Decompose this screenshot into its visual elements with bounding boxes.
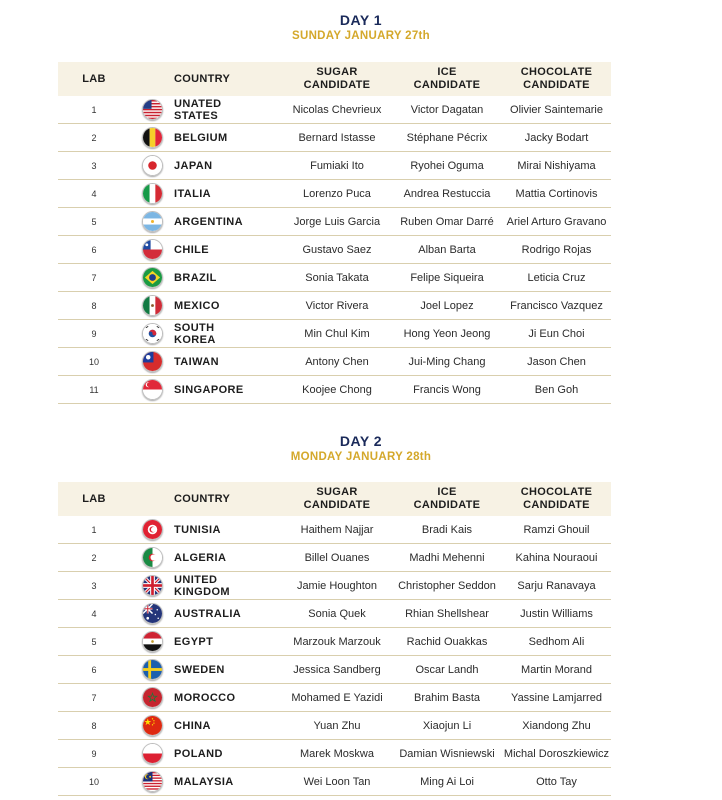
sugar-candidate: Mohamed E Yazidi <box>282 684 392 712</box>
lab-header: LAB <box>82 492 106 505</box>
chocolate-candidate: Yassine Lamjarred <box>502 684 611 712</box>
country-header: COUNTRY <box>174 72 231 85</box>
country-name: SINGAPORE <box>174 376 282 404</box>
country-name: ALGERIA <box>174 544 282 572</box>
country-name: JAPAN <box>174 152 282 180</box>
uk-flag-icon <box>142 575 163 596</box>
country-name: TUNISIA <box>174 516 282 544</box>
chocolate-candidate: Ji Eun Choi <box>502 320 611 348</box>
country-name: ARGENTINA <box>174 208 282 236</box>
sugar-candidate: Sonia Takata <box>282 264 392 292</box>
table-row <box>58 236 611 264</box>
chocolate-header: CHOCOLATE CANDIDATE <box>520 486 593 511</box>
italy-flag-icon <box>142 183 163 204</box>
sugar-candidate: Yuan Zhu <box>282 712 392 740</box>
usa-flag-icon <box>142 99 163 120</box>
table-row <box>58 320 611 348</box>
australia-flag-icon <box>142 603 163 624</box>
chocolate-candidate: Mattia Cortinovis <box>502 180 611 208</box>
table-row <box>58 712 611 740</box>
sugar-candidate: Sonia Quek <box>282 600 392 628</box>
sugar-candidate: Bernard Istasse <box>282 124 392 152</box>
lab-number: 3 <box>58 152 130 180</box>
lab-number: 9 <box>58 740 130 768</box>
country-name: UNITED KINGDOM <box>174 572 282 600</box>
lab-number: 2 <box>58 124 130 152</box>
ice-candidate: Joel Lopez <box>392 292 502 320</box>
chocolate-candidate: Michal Doroszkiewicz <box>502 740 611 768</box>
country-name: SWEDEN <box>174 656 282 684</box>
table-row <box>58 348 611 376</box>
sweden-flag-icon <box>142 659 163 680</box>
country-name: CHINA <box>174 712 282 740</box>
sugar-candidate: Jorge Luis Garcia <box>282 208 392 236</box>
header-row <box>58 62 611 96</box>
ice-candidate: Bradi Kais <box>392 516 502 544</box>
day2-date: MONDAY JANUARY 28th <box>290 451 432 463</box>
algeria-flag-icon <box>142 547 163 568</box>
taiwan-flag-icon <box>142 351 163 372</box>
chocolate-candidate: Ben Goh <box>502 376 611 404</box>
ice-candidate: Damian Wisniewski <box>392 740 502 768</box>
lab-number: 5 <box>58 208 130 236</box>
lab-number: 6 <box>58 236 130 264</box>
sugar-candidate: Antony Chen <box>282 348 392 376</box>
chocolate-candidate: Kahina Nouraoui <box>502 544 611 572</box>
sugar-candidate: Marzouk Marzouk <box>282 628 392 656</box>
ice-header: ICE CANDIDATE <box>413 66 481 91</box>
lab-number: 4 <box>58 180 130 208</box>
sugar-candidate: Victor Rivera <box>282 292 392 320</box>
ice-candidate: Andrea Restuccia <box>392 180 502 208</box>
ice-candidate: Brahim Basta <box>392 684 502 712</box>
table-row <box>58 208 611 236</box>
singapore-flag-icon <box>142 379 163 400</box>
table-row <box>58 152 611 180</box>
ice-candidate: Hong Yeon Jeong <box>392 320 502 348</box>
chocolate-header: CHOCOLATE CANDIDATE <box>520 66 593 91</box>
lab-number: 8 <box>58 292 130 320</box>
sugar-candidate: Wei Loon Tan <box>282 768 392 796</box>
header-row <box>58 482 611 516</box>
ice-candidate: Oscar Landh <box>392 656 502 684</box>
chocolate-candidate: Justin Williams <box>502 600 611 628</box>
country-name: TAIWAN <box>174 348 282 376</box>
chocolate-candidate: Olivier Saintemarie <box>502 96 611 124</box>
country-name: BRAZIL <box>174 264 282 292</box>
table-row <box>58 572 611 600</box>
day1-date: SUNDAY JANUARY 27th <box>292 30 430 42</box>
japan-flag-icon <box>142 155 163 176</box>
tunisia-flag-icon <box>142 519 163 540</box>
chocolate-candidate: Mirai Nishiyama <box>502 152 611 180</box>
day1-title: DAY 1 <box>339 12 383 28</box>
sugar-candidate: Jamie Houghton <box>282 572 392 600</box>
chocolate-candidate: Ramzi Ghouil <box>502 516 611 544</box>
country-name: AUSTRALIA <box>174 600 282 628</box>
chocolate-candidate: Sarju Ranavaya <box>502 572 611 600</box>
country-name: BELGIUM <box>174 124 282 152</box>
country-name: MEXICO <box>174 292 282 320</box>
ice-header: ICE CANDIDATE <box>413 486 481 511</box>
flag-header <box>130 482 174 516</box>
day2-table <box>58 482 611 796</box>
poland-flag-icon <box>142 743 163 764</box>
lab-number: 1 <box>58 516 130 544</box>
table-row <box>58 124 611 152</box>
lab-number: 10 <box>58 348 130 376</box>
ice-candidate: Ryohei Oguma <box>392 152 502 180</box>
chocolate-candidate: Ariel Arturo Gravano <box>502 208 611 236</box>
egypt-flag-icon <box>142 631 163 652</box>
table-row <box>58 180 611 208</box>
mexico-flag-icon <box>142 295 163 316</box>
ice-candidate: Victor Dagatan <box>392 96 502 124</box>
lab-number: 5 <box>58 628 130 656</box>
chocolate-candidate: Rodrigo Rojas <box>502 236 611 264</box>
lab-number: 9 <box>58 320 130 348</box>
malaysia-flag-icon <box>142 771 163 792</box>
table-row <box>58 96 611 124</box>
lab-number: 7 <box>58 264 130 292</box>
table-row <box>58 292 611 320</box>
lab-header: LAB <box>82 72 106 85</box>
sugar-candidate: Nicolas Chevrieux <box>282 96 392 124</box>
day1-table <box>58 62 611 404</box>
morocco-flag-icon <box>142 687 163 708</box>
table-row <box>58 656 611 684</box>
sugar-candidate: Jessica Sandberg <box>282 656 392 684</box>
table-row <box>58 684 611 712</box>
chocolate-candidate: Jason Chen <box>502 348 611 376</box>
chocolate-candidate: Leticia Cruz <box>502 264 611 292</box>
sugar-header: SUGAR CANDIDATE <box>303 486 371 511</box>
brazil-flag-icon <box>142 267 163 288</box>
argentina-flag-icon <box>142 211 163 232</box>
ice-candidate: Ming Ai Loi <box>392 768 502 796</box>
table-row <box>58 264 611 292</box>
south-korea-flag-icon <box>142 323 163 344</box>
ice-candidate: Alban Barta <box>392 236 502 264</box>
ice-candidate: Madhi Mehenni <box>392 544 502 572</box>
sugar-candidate: Gustavo Saez <box>282 236 392 264</box>
lab-number: 11 <box>58 376 130 404</box>
chocolate-candidate: Xiandong Zhu <box>502 712 611 740</box>
ice-candidate: Felipe Siqueira <box>392 264 502 292</box>
lab-number: 6 <box>58 656 130 684</box>
table-row <box>58 544 611 572</box>
sugar-candidate: Min Chul Kim <box>282 320 392 348</box>
ice-candidate: Christopher Seddon <box>392 572 502 600</box>
country-name: MALAYSIA <box>174 768 282 796</box>
sugar-candidate: Fumiaki Ito <box>282 152 392 180</box>
ice-candidate: Francis Wong <box>392 376 502 404</box>
country-name: ITALIA <box>174 180 282 208</box>
sugar-candidate: Marek Moskwa <box>282 740 392 768</box>
table-row <box>58 768 611 796</box>
sugar-candidate: Haithem Najjar <box>282 516 392 544</box>
ice-candidate: Ruben Omar Darré <box>392 208 502 236</box>
china-flag-icon <box>142 715 163 736</box>
country-name: SOUTH KOREA <box>174 320 282 348</box>
chocolate-candidate: Jacky Bodart <box>502 124 611 152</box>
ice-candidate: Stéphane Pécrix <box>392 124 502 152</box>
lab-number: 3 <box>58 572 130 600</box>
lab-number: 7 <box>58 684 130 712</box>
table-row <box>58 740 611 768</box>
ice-candidate: Jui-Ming Chang <box>392 348 502 376</box>
chile-flag-icon <box>142 239 163 260</box>
country-name: EGYPT <box>174 628 282 656</box>
lab-number: 1 <box>58 96 130 124</box>
country-name: POLAND <box>174 740 282 768</box>
day2-heading <box>0 433 722 463</box>
flag-header <box>130 62 174 96</box>
ice-candidate: Xiaojun Li <box>392 712 502 740</box>
lab-number: 8 <box>58 712 130 740</box>
day1-heading <box>0 12 722 42</box>
country-header: COUNTRY <box>174 492 231 505</box>
chocolate-candidate: Martin Morand <box>502 656 611 684</box>
table-row <box>58 516 611 544</box>
belgium-flag-icon <box>142 127 163 148</box>
country-name: MOROCCO <box>174 684 282 712</box>
chocolate-candidate: Sedhom Ali <box>502 628 611 656</box>
ice-candidate: Rachid Ouakkas <box>392 628 502 656</box>
lab-number: 4 <box>58 600 130 628</box>
table-row <box>58 376 611 404</box>
ice-candidate: Rhian Shellshear <box>392 600 502 628</box>
table-row <box>58 628 611 656</box>
table-row <box>58 600 611 628</box>
sugar-candidate: Koojee Chong <box>282 376 392 404</box>
sugar-header: SUGAR CANDIDATE <box>303 66 371 91</box>
sugar-candidate: Billel Ouanes <box>282 544 392 572</box>
lab-number: 2 <box>58 544 130 572</box>
day2-title: DAY 2 <box>339 433 383 449</box>
lab-number: 10 <box>58 768 130 796</box>
sugar-candidate: Lorenzo Puca <box>282 180 392 208</box>
country-name: CHILE <box>174 236 282 264</box>
chocolate-candidate: Otto Tay <box>502 768 611 796</box>
chocolate-candidate: Francisco Vazquez <box>502 292 611 320</box>
country-name: UNATED STATES <box>174 96 282 124</box>
